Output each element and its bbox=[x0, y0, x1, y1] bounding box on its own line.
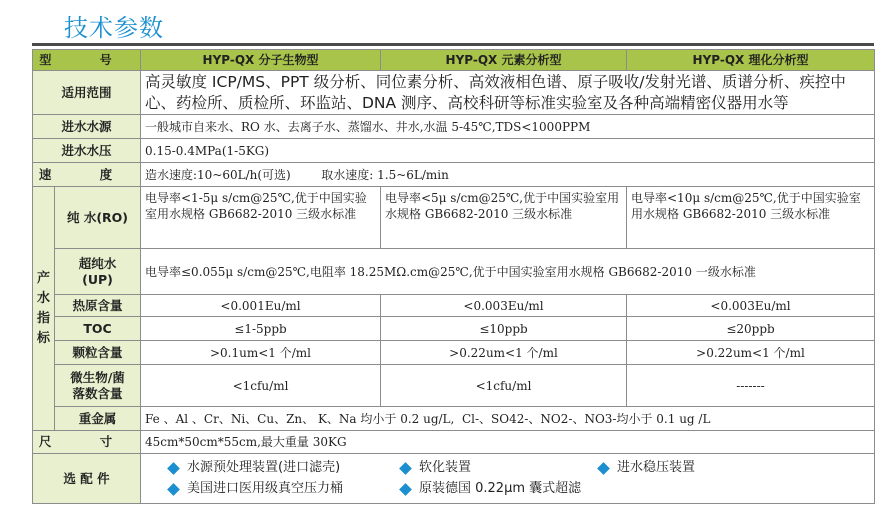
header-row bbox=[33, 50, 875, 71]
size-label bbox=[33, 431, 141, 454]
pyrogen-model-3: <0.003Eu/ml bbox=[627, 295, 875, 317]
speed-text: 造水速度:10~60L/h(可选) 取水速度: 1.5~6L/min bbox=[141, 163, 875, 187]
option-item-label: 软化装置 bbox=[419, 460, 472, 475]
pure-water-row bbox=[33, 187, 875, 249]
option-item-label: 原装德国 0.22μm 囊式超滤 bbox=[419, 481, 582, 496]
speed-label bbox=[33, 163, 141, 187]
toc-model-2: ≤10ppb bbox=[381, 317, 627, 341]
ultrapure-label-line2: (UP) bbox=[82, 271, 113, 287]
header-model-1: HYP-QX 分子生物型 bbox=[141, 50, 381, 71]
option-item bbox=[401, 480, 599, 498]
options-list bbox=[141, 454, 875, 504]
ultrapure-row bbox=[33, 249, 875, 295]
microbe-label-line1: 微生物/菌 bbox=[70, 369, 125, 385]
microbe-row bbox=[33, 365, 875, 407]
header-label bbox=[33, 50, 141, 71]
speed-row bbox=[33, 163, 875, 187]
inlet-pressure-row bbox=[33, 139, 875, 163]
diamond-bullet-icon bbox=[399, 462, 412, 475]
application-label: 适用范围 bbox=[33, 71, 141, 115]
size-row bbox=[33, 431, 875, 454]
options-row bbox=[33, 454, 875, 504]
option-item bbox=[401, 459, 599, 477]
diamond-bullet-icon bbox=[167, 483, 180, 496]
inlet-pressure-label: 进水水压 bbox=[33, 139, 141, 163]
header-model-2: HYP-QX 元素分析型 bbox=[381, 50, 627, 71]
particles-model-1: >0.1um<1 个/ml bbox=[141, 341, 381, 365]
application-row bbox=[33, 71, 875, 115]
indicators-side-char: 水 bbox=[37, 290, 51, 306]
pyrogen-label: 热原含量 bbox=[55, 295, 141, 317]
heavy-metal-label: 重金属 bbox=[55, 407, 141, 431]
indicators-side-label bbox=[33, 187, 55, 431]
page-title: 技术参数 bbox=[64, 14, 164, 42]
ultrapure-label-line1: 超纯水 bbox=[78, 255, 117, 271]
inlet-source-row bbox=[33, 115, 875, 139]
option-item-label: 美国进口医用级真空压力桶 bbox=[187, 481, 344, 496]
particles-row bbox=[33, 341, 875, 365]
pure-water-model-1: 电导率<1-5μ s/cm@25℃,优于中国实验室用水规格 GB6682-2010 三级水标准 bbox=[141, 187, 381, 249]
particles-label: 颗粒含量 bbox=[55, 341, 141, 365]
options-label: 选 配 件 bbox=[33, 454, 141, 504]
spec-table bbox=[32, 49, 875, 504]
microbe-model-2: <1cfu/ml bbox=[381, 365, 627, 407]
microbe-label-line2: 落数含量 bbox=[72, 385, 123, 401]
toc-row bbox=[33, 317, 875, 341]
microbe-model-3: ------- bbox=[627, 365, 875, 407]
toc-model-1: ≤1-5ppb bbox=[141, 317, 381, 341]
toc-model-3: ≤20ppb bbox=[627, 317, 875, 341]
option-item bbox=[169, 459, 401, 477]
pure-water-label: 纯 水(RO) bbox=[55, 187, 141, 249]
microbe-model-1: <1cfu/ml bbox=[141, 365, 381, 407]
heavy-metal-row bbox=[33, 407, 875, 431]
ultrapure-text: 电导率≤0.055μ s/cm@25℃,电阻率 18.25MΩ.cm@25℃,优于中国实验室用水规格 GB6682-2010 一级水标准 bbox=[141, 249, 875, 295]
pyrogen-model-1: <0.001Eu/ml bbox=[141, 295, 381, 317]
toc-label: TOC bbox=[55, 317, 141, 341]
microbe-label bbox=[55, 365, 141, 407]
option-item bbox=[169, 480, 401, 498]
heavy-metal-text: Fe 、Al 、Cr、Ni、Cu、Zn、 K、Na 均小于 0.2 ug/L, Cl-、SO42-、NO2-、NO3-均小于 0.1 ug /L bbox=[141, 407, 875, 431]
option-item bbox=[599, 459, 859, 477]
diamond-bullet-icon bbox=[399, 483, 412, 496]
size-text: 45cm*50cm*55cm,最大重量 30KG bbox=[141, 431, 875, 454]
pyrogen-model-2: <0.003Eu/ml bbox=[381, 295, 627, 317]
inlet-source-text: 一般城市自来水、RO 水、去离子水、蒸馏水、井水,水温 5-45℃,TDS<1000PPM bbox=[141, 115, 875, 139]
header-label-text: 型 号 bbox=[39, 53, 134, 67]
option-item-label: 水源预处理装置(进口滤壳) bbox=[187, 460, 341, 475]
pure-water-model-3: 电导率<10μ s/cm@25℃,优于中国实验室用水规格 GB6682-2010 三级水标准 bbox=[627, 187, 875, 249]
size-label-text: 尺 寸 bbox=[38, 434, 135, 449]
pure-water-model-2: 电导率<5μ s/cm@25℃,优于中国实验室用水规格 GB6682-2010 三级水标准 bbox=[381, 187, 627, 249]
particles-model-3: >0.22um<1 个/ml bbox=[627, 341, 875, 365]
pyrogen-row bbox=[33, 295, 875, 317]
indicators-side-char: 产 bbox=[37, 270, 51, 286]
particles-model-2: >0.22um<1 个/ml bbox=[381, 341, 627, 365]
indicators-side-char: 指 bbox=[37, 310, 51, 326]
header-model-3: HYP-QX 理化分析型 bbox=[627, 50, 875, 71]
indicators-side-char: 标 bbox=[37, 330, 51, 346]
speed-label-text: 速 度 bbox=[38, 166, 135, 182]
diamond-bullet-icon bbox=[167, 462, 180, 475]
application-text: 高灵敏度 ICP/MS、PPT 级分析、同位素分析、高效液相色谱、原子吸收/发射光谱、质谱分析、疾控中心、药检所、质检所、环监站、DNA 测序、高校科研等标准实验室及各种高端精密仪器用水等 bbox=[141, 71, 875, 115]
ultrapure-label bbox=[55, 249, 141, 295]
inlet-pressure-text: 0.15-0.4MPa(1-5KG) bbox=[141, 139, 875, 163]
inlet-source-label: 进水水源 bbox=[33, 115, 141, 139]
title-divider bbox=[32, 43, 874, 46]
option-item-label: 进水稳压装置 bbox=[617, 460, 696, 475]
diamond-bullet-icon bbox=[597, 462, 610, 475]
